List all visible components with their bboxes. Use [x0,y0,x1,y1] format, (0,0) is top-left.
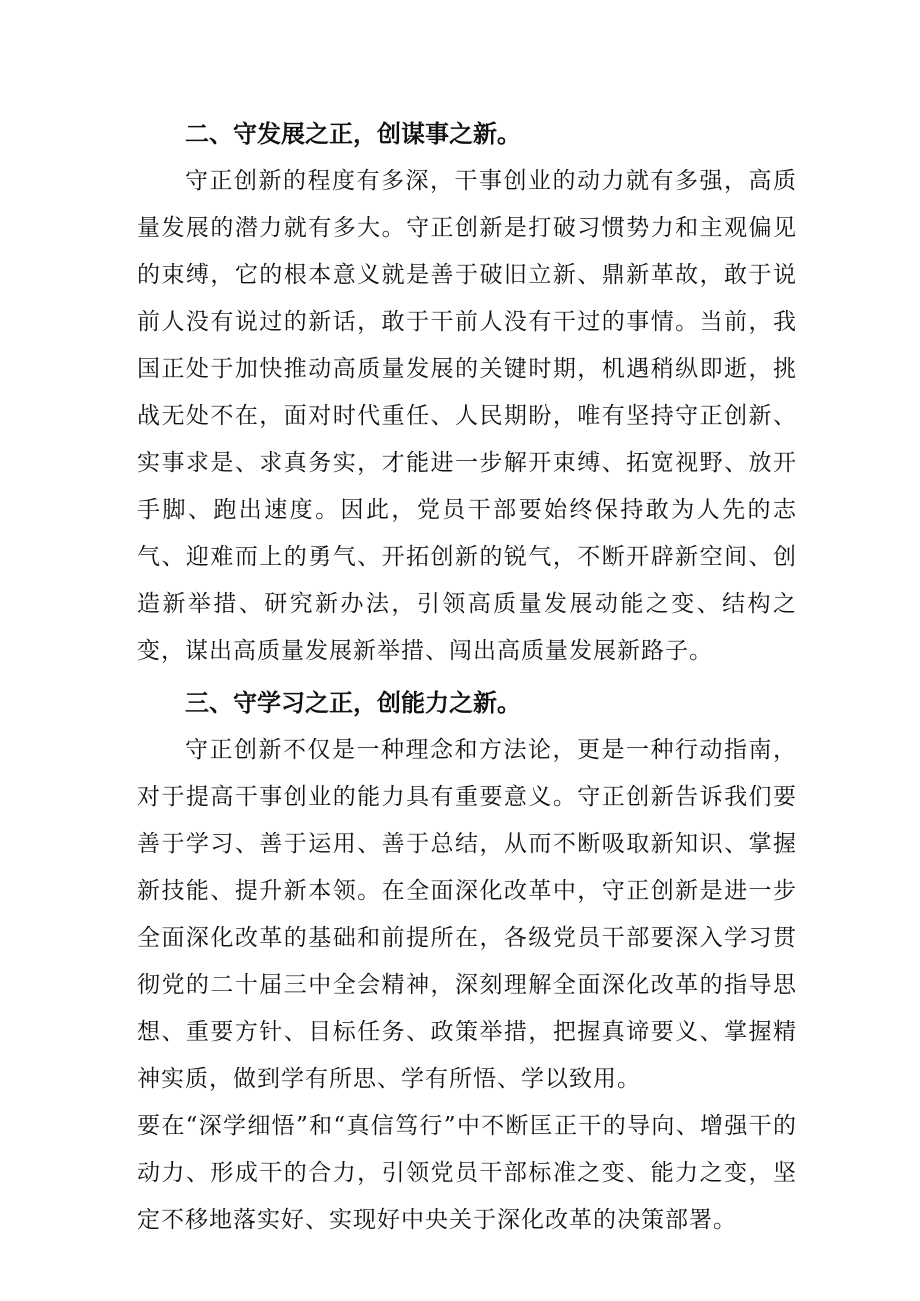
section-2-heading: 二、守发展之正，创谋事之新。 [185,120,521,148]
document-body [137,112,797,1244]
section-3-paragraph: 守正创新不仅是一种理念和方法论，更是一种行动指南，对于提高干事创业的能力具有重要意义。守正创新告诉我们要善于学习、善于运用、善于总结，从而不断吸取新知识、掌握新技能、提升新本领。在全面深化改革中，守正创新是进一步全面深化改革的基础和前提所在，各级党员干部要深入学习贯彻党的二十届三中全会精神，深刻理解全面深化改革的指导思想、重要方针、目标任务、政策举措，把握真谛要义、掌握精神实质，做到学有所思、学有所悟、学以致用。 [137,737,797,1092]
section-2-paragraph: 守正创新的程度有多深，干事创业的动力就有多强，高质量发展的潜力就有多大。守正创新是打破习惯势力和主观偏见的束缚，它的根本意义就是善于破旧立新、鼎新革故，敢于说前人没有说过的新话，敢于干前人没有干过的事情。当前，我国正处于加快推动高质量发展的关键时期，机遇稍纵即逝，挑战无处不在，面对时代重任、人民期盼，唯有坚持守正创新、实事求是、求真务实，才能进一步解开束缚、拓宽视野、放开手脚、跑出速度。因此，党员干部要始终保持敢为人先的志气、迎难而上的勇气、开拓创新的锐气，不断开辟新空间、创造新举措、研究新办法，引领高质量发展动能之变、结构之变，谋出高质量发展新举措、闯出高质量发展新路子。 [137,168,797,664]
section-3-continuation-paragraph: 要在“深学细悟”和“真信笃行”中不断匡正干的导向、增强干的动力、形成干的合力，引领党员干部标准之变、能力之变，坚定不移地落实好、实现好中央关于深化改革的决策部署。 [137,1113,797,1233]
section-3-heading: 三、守学习之正，创能力之新。 [185,689,521,717]
